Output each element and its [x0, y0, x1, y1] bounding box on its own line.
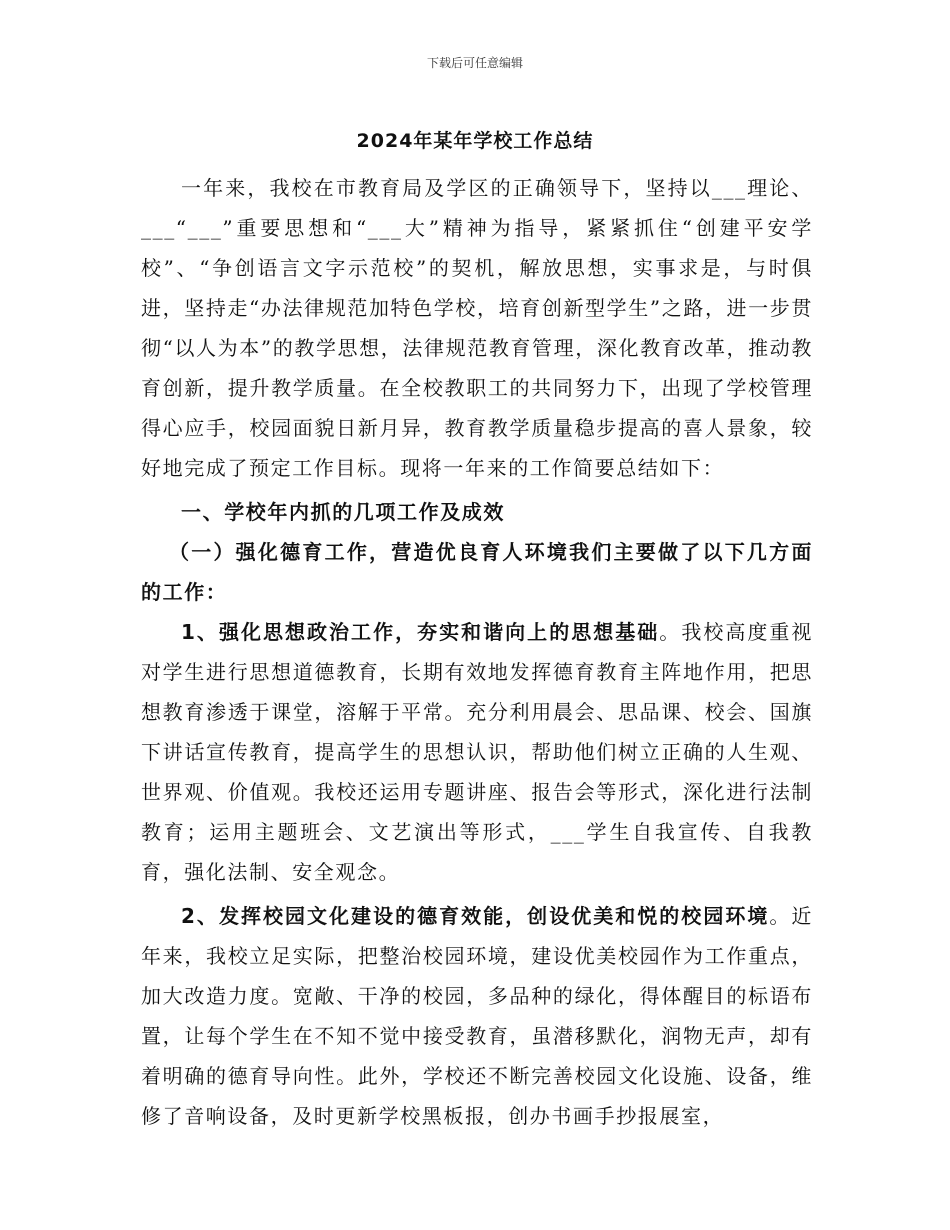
document-body: [141, 168, 813, 1136]
item-1-lead: 1、强化思想政治工作，夯实和谐向上的思想基础: [181, 620, 660, 644]
section-heading: 一、学校年内抓的几项工作及成效: [181, 500, 505, 524]
document-title: 2024年某年学校工作总结: [356, 130, 594, 152]
intro-paragraph: 一年来，我校在市教育局及学区的正确领导下，坚持以___理论、___“___”重要思想和“___大”精神为指导，紧紧抓住“创建平安学校”、“争创语言文字示范校”的契机，解放思想，实事求是，与时俱进，坚持走“办法律规范加特色学校，培育创新型学生”之路，进一步贯彻“以人为本”的教学思想，法律规范教育管理，深化教育改革，推动教育创新，提升教学质量。在全校教职工的共同努力下，出现了学校管理得心应手，校园面貌日新月异，教育教学质量稳步提高的喜人景象，较好地完成了预定工作目标。现将一年来的工作简要总结如下：: [141, 176, 813, 480]
item-2-lead: 2、发挥校园文化建设的德育效能，创设优美和悦的校园环境: [181, 904, 770, 928]
item-1-paragraph: [141, 612, 813, 892]
header-note: 下载后可任意编辑: [426, 56, 523, 70]
item-1-body: 。我校高度重视对学生进行思想道德教育，长期有效地发挥德育教育主阵地作用，把思想教育渗透于课堂，溶解于平常。充分利用晨会、思品课、校会、国旗下讲话宣传教育，提高学生的思想认识，帮助他们树立正确的人生观、世界观、价值观。我校还运用专题讲座、报告会等形式，深化进行法制教育；运用主题班会、文艺演出等形式，___学生自我宣传、自我教育，强化法制、安全观念。: [141, 620, 813, 884]
item-2-paragraph: [141, 896, 813, 1136]
item-2-body: 。近年来，我校立足实际，把整治校园环境，建设优美校园作为工作重点，加大改造力度。宽敞、干净的校园，多品种的绿化，得体醒目的标语布置，让每个学生在不知不觉中接受教育，虽潜移默化，润物无声，却有着明确的德育导向性。此外，学校还不断完善校园文化设施、设备，维修了音响设备，及时更新学校黑板报，创办书画手抄报展室，: [141, 904, 813, 1128]
subsection-heading: （一）强化德育工作，营造优良育人环境我们主要做了以下几方面的工作：: [141, 540, 813, 604]
